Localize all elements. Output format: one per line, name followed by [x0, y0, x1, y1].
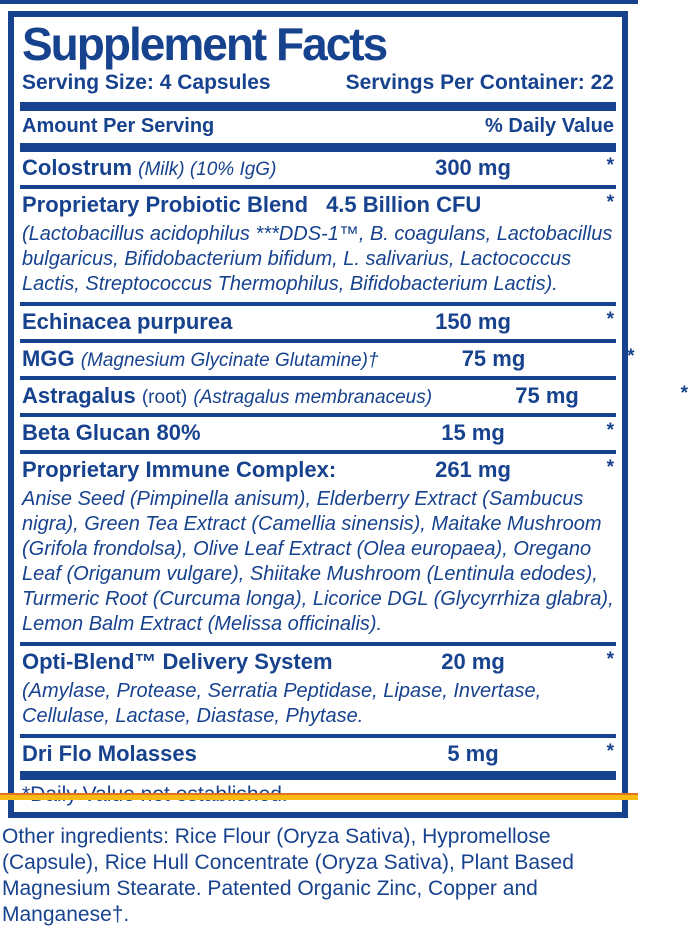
- daily-value-asterisk: *: [606, 648, 614, 670]
- serving-size-text: Serving Size: 4 Capsules: [22, 70, 271, 94]
- daily-value-asterisk: *: [606, 191, 614, 213]
- ingredient-amount: 4.5 Billion CFU: [326, 191, 482, 217]
- ingredient-name: Proprietary Immune Complex:: [22, 456, 337, 482]
- daily-value-asterisk: *: [627, 345, 635, 367]
- ingredient-name: Proprietary Probiotic Blend 4.5 Billion CFU: [22, 191, 482, 217]
- ingredient-amount: 150 mg: [435, 308, 511, 334]
- column-header-daily-value: % Daily Value: [485, 114, 614, 137]
- ingredient-row: [20, 185, 616, 302]
- ingredient-row: [20, 302, 616, 339]
- daily-value-asterisk: *: [606, 308, 614, 330]
- ingredient-description: Anise Seed (Pimpinella anisum), Elderberry Extract (Sambucus nigra), Green Tea Extract (Camellia sinensis), Maitake Mushroom (Grifola frondolsa), Olive Leaf Extract (Olea europaea), Oregano Leaf (Origanum vulgare), Shiitake Mushroom (Lentinula edodes), Turmeric Root (Curcuma longa), Licorice DGL (Glycyrrhiza glabra), Lemon Balm Extract (Melissa officinalis).: [22, 487, 614, 635]
- separator-bar: [20, 143, 616, 152]
- ingredient-note: (Astragalus membranaceus): [193, 386, 433, 408]
- ingredient-description: (Amylase, Protease, Serratia Peptidase, Lipase, Invertase, Cellulase, Lactase, Diastase, Phytase.: [22, 679, 542, 727]
- ingredient-list: [20, 152, 688, 771]
- ingredient-note: (root): [141, 386, 188, 408]
- bottom-accent-bar: [0, 793, 638, 800]
- ingredient-description: (Lactobacillus acidophilus ***DDS-1™, B. coagulans, Lactobacillus bulgaricus, Bifidobacterium bifidum, L. salivarius, Lactococcus Lactis, Streptococcus Thermophilus, Bifidobacterium Lactis).: [22, 222, 613, 295]
- serving-info-row: [20, 70, 616, 102]
- servings-per-container-text: Servings Per Container: 22: [345, 70, 614, 94]
- other-ingredients-text: Other ingredients: Rice Flour (Oryza Sativa), Hypromellose (Capsule), Rice Hull Concentrate (Oryza Sativa), Plant Based Magnesium Stearate. Patented Organic Zinc, Copper and Manganese†.: [2, 824, 574, 926]
- ingredient-amount: 261 mg: [435, 456, 511, 482]
- ingredient-amount: 15 mg: [441, 419, 505, 445]
- ingredient-amount: 20 mg: [441, 648, 505, 674]
- daily-value-asterisk: *: [606, 419, 614, 441]
- ingredient-row: [20, 413, 616, 450]
- column-header-row: [20, 111, 616, 143]
- ingredient-row: [20, 734, 616, 771]
- ingredient-amount: 5 mg: [447, 740, 499, 766]
- ingredient-name: Dri Flo Molasses: [22, 740, 197, 766]
- ingredient-row: [20, 376, 688, 413]
- ingredient-amount: 75 mg: [461, 345, 526, 371]
- ingredient-name: Colostrum (Milk) (10% IgG): [22, 154, 277, 180]
- ingredient-name: Echinacea purpurea: [22, 308, 233, 334]
- daily-value-asterisk: *: [680, 382, 688, 404]
- ingredient-row: [20, 642, 616, 734]
- top-accent-bar: [0, 0, 638, 4]
- separator-bar: [20, 771, 616, 780]
- daily-value-asterisk: *: [606, 740, 614, 762]
- daily-value-asterisk: *: [606, 154, 614, 176]
- ingredient-name: MGG (Magnesium Glycinate Glutamine)†: [22, 345, 379, 371]
- daily-value-asterisk: *: [606, 456, 614, 478]
- ingredient-name: Opti-Blend™ Delivery System: [22, 648, 333, 674]
- ingredient-row: [20, 152, 616, 185]
- ingredient-row: [20, 339, 635, 376]
- ingredient-note: (Magnesium Glycinate Glutamine)†: [80, 349, 379, 371]
- ingredient-name: Beta Glucan 80%: [22, 419, 201, 445]
- ingredient-name: Astragalus (root) (Astragalus membranaceus): [22, 382, 433, 408]
- separator-bar: [20, 102, 616, 111]
- ingredient-note: (Milk) (10% IgG): [138, 158, 277, 180]
- column-header-amount: Amount Per Serving: [22, 114, 215, 137]
- supplement-facts-panel: [8, 11, 688, 818]
- page-title: Supplement Facts: [22, 18, 387, 70]
- ingredient-amount: 300 mg: [435, 154, 511, 180]
- ingredient-row: [20, 450, 616, 642]
- ingredient-amount: 75 mg: [515, 382, 579, 408]
